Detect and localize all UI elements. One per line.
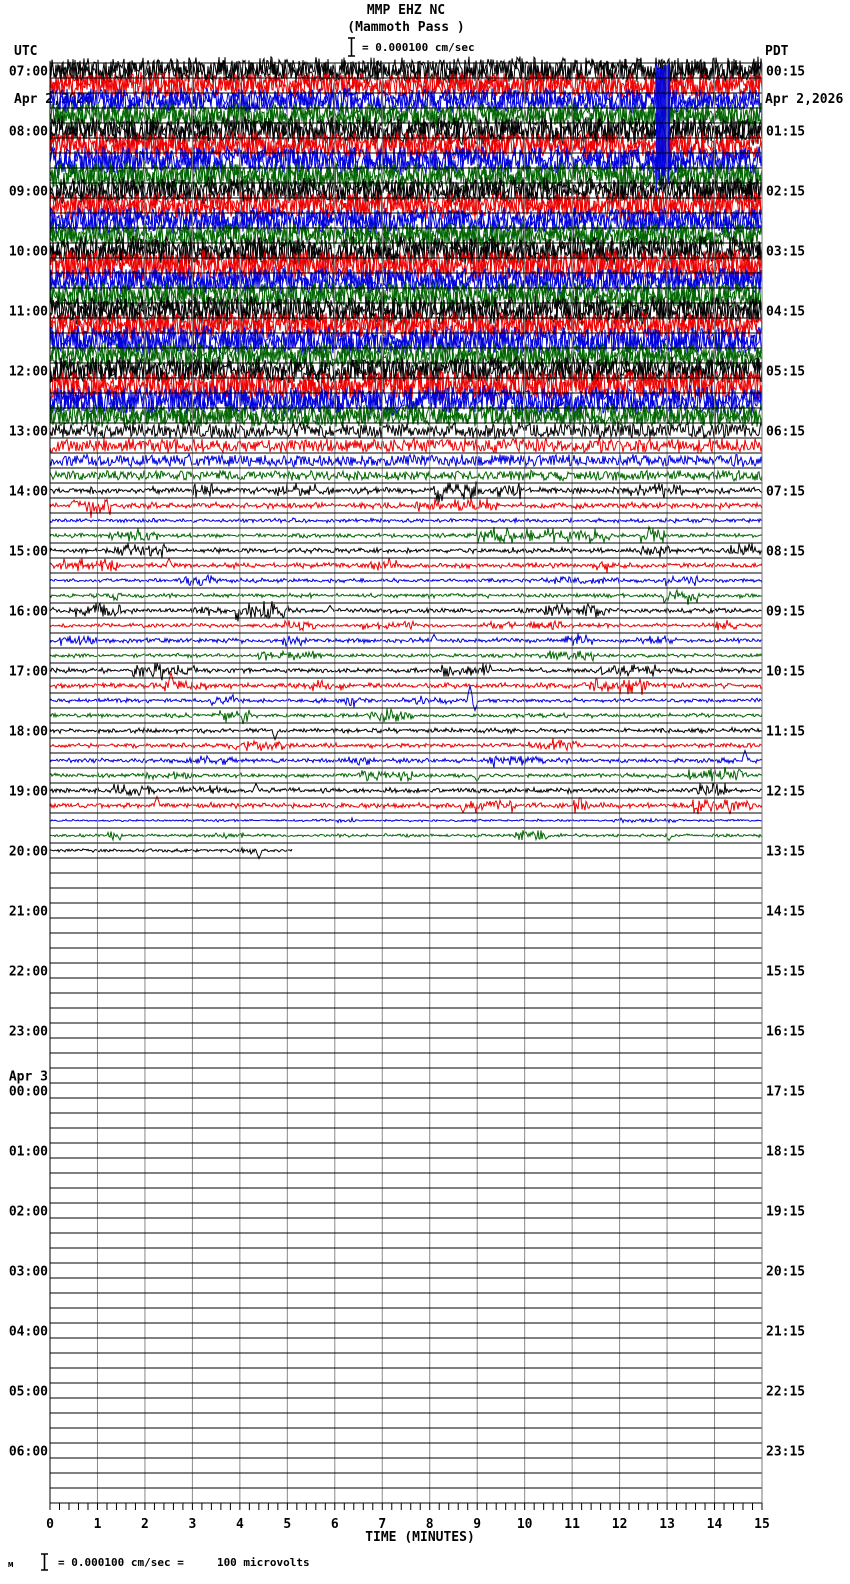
- trace-row: [50, 818, 762, 823]
- location-subtitle: (Mammoth Pass ): [347, 20, 465, 35]
- hour-label-right: 17:15: [766, 1084, 806, 1100]
- event-markers: [657, 63, 670, 192]
- hour-label-right: 08:15: [766, 544, 806, 560]
- trace-row: [50, 438, 762, 453]
- x-tick-label: 4: [235, 1517, 244, 1532]
- right-date-label: Apr 2,2026: [765, 92, 844, 107]
- hour-label-left: 10:00: [8, 244, 48, 260]
- x-tick-label: 6: [330, 1517, 339, 1532]
- hour-label-right: 05:15: [766, 364, 806, 380]
- hour-label-right: 20:15: [766, 1264, 806, 1280]
- trace-row: [50, 739, 762, 751]
- trace-row: [50, 767, 762, 782]
- hour-label-left: 16:00: [8, 604, 48, 620]
- trace-row: [50, 575, 762, 586]
- station-title: MMP EHZ NC: [366, 3, 446, 18]
- hour-label-left: 19:00: [8, 784, 48, 800]
- trace-row: [50, 422, 762, 439]
- left-date-label: Apr 2,2026: [14, 92, 93, 107]
- hour-label-right: 18:15: [766, 1144, 806, 1160]
- hour-label-right: 14:15: [766, 904, 806, 920]
- trace-row: [50, 543, 762, 558]
- hour-label-right: 01:15: [766, 124, 806, 140]
- hour-label-right: 16:15: [766, 1024, 806, 1040]
- hour-label-left: 07:00: [8, 64, 48, 80]
- footer-marker: м: [8, 1560, 14, 1570]
- hour-label-right: 02:15: [766, 184, 806, 200]
- trace-row: [50, 499, 762, 519]
- hour-label-left: 20:00: [8, 844, 48, 860]
- hour-label-left: 01:00: [8, 1144, 48, 1160]
- hour-label-right: 11:15: [766, 724, 806, 740]
- hour-label-left: 18:00: [8, 724, 48, 740]
- hour-label-left: 08:00: [8, 124, 48, 140]
- x-tick-label: 9: [473, 1517, 482, 1532]
- hour-label-left: 02:00: [8, 1204, 48, 1220]
- x-tick-label: 0: [46, 1517, 54, 1532]
- hour-label-left: 14:00: [8, 484, 48, 500]
- scale-label: = 0.000100 cm/sec: [362, 41, 475, 54]
- hour-label-right: 22:15: [766, 1384, 806, 1400]
- trace-row: [50, 651, 762, 661]
- hour-label-left: 00:00: [8, 1084, 48, 1100]
- trace-row: [50, 454, 762, 467]
- hour-label-right: 09:15: [766, 604, 806, 620]
- trace-row: [50, 709, 762, 724]
- x-tick-label: 12: [611, 1517, 628, 1532]
- hour-label-left: 17:00: [8, 664, 48, 680]
- footer-note: = 0.000100 cm/sec = 100 microvolts: [58, 1556, 310, 1569]
- trace-row: [50, 848, 292, 859]
- hour-label-left: 12:00: [8, 364, 48, 380]
- trace-row: [50, 470, 762, 481]
- hour-label-right: 13:15: [766, 844, 806, 860]
- hour-label-right: 23:15: [766, 1444, 806, 1460]
- x-axis-title: TIME (MINUTES): [365, 1530, 475, 1545]
- trace-row: [50, 686, 762, 711]
- trace-row: [50, 518, 762, 523]
- hour-label-left: 09:00: [8, 184, 48, 200]
- footer-scale-bar-icon: [40, 1553, 49, 1575]
- hour-label-right: 15:15: [766, 964, 806, 980]
- hour-label-right: 12:15: [766, 784, 806, 800]
- hour-label-left: 04:00: [8, 1324, 48, 1340]
- x-axis: [46, 1503, 770, 1545]
- x-tick-label: 10: [516, 1517, 533, 1532]
- hour-label-left: 13:00: [8, 424, 48, 440]
- trace-row: [50, 527, 762, 544]
- hour-label-left: 03:00: [8, 1264, 48, 1280]
- trace-row: [50, 673, 762, 695]
- hour-label-right: 06:15: [766, 424, 806, 440]
- trace-row: [50, 620, 762, 630]
- x-tick-label: 5: [283, 1517, 292, 1532]
- trace-row: [50, 482, 762, 502]
- x-tick-label: 11: [564, 1517, 580, 1532]
- left-timezone-label: UTC: [14, 44, 38, 59]
- trace-row: [50, 558, 762, 573]
- hour-label-right: 07:15: [766, 484, 806, 500]
- x-tick-label: 1: [93, 1517, 102, 1532]
- hour-label-right: 00:15: [766, 64, 806, 80]
- date-change-label: Apr 3: [8, 1069, 48, 1085]
- trace-row: [50, 783, 762, 796]
- trace-row: [50, 797, 762, 815]
- hour-label-right: 03:15: [766, 244, 806, 260]
- right-timezone-label: PDT: [765, 44, 789, 59]
- hour-label-left: 21:00: [8, 904, 48, 920]
- x-tick-label: 15: [754, 1517, 770, 1532]
- hour-label-left: 15:00: [8, 544, 48, 560]
- hour-label-right: 19:15: [766, 1204, 806, 1220]
- hour-label-left: 23:00: [8, 1024, 48, 1040]
- hour-label-right: 21:15: [766, 1324, 806, 1340]
- x-tick-label: 7: [378, 1517, 387, 1532]
- trace-row: [50, 634, 762, 647]
- trace-row: [50, 830, 762, 840]
- x-tick-label: 14: [706, 1517, 723, 1532]
- hour-label-left: 22:00: [8, 964, 48, 980]
- x-tick-label: 8: [425, 1517, 434, 1532]
- hour-label-left: 05:00: [8, 1384, 48, 1400]
- x-tick-label: 13: [659, 1517, 675, 1532]
- hour-label-left: 11:00: [8, 304, 48, 320]
- x-tick-label: 2: [140, 1517, 149, 1532]
- hour-label-right: 10:15: [766, 664, 806, 680]
- hour-label-right: 04:15: [766, 304, 806, 320]
- hour-label-left: 06:00: [8, 1444, 48, 1460]
- x-tick-label: 3: [188, 1517, 197, 1532]
